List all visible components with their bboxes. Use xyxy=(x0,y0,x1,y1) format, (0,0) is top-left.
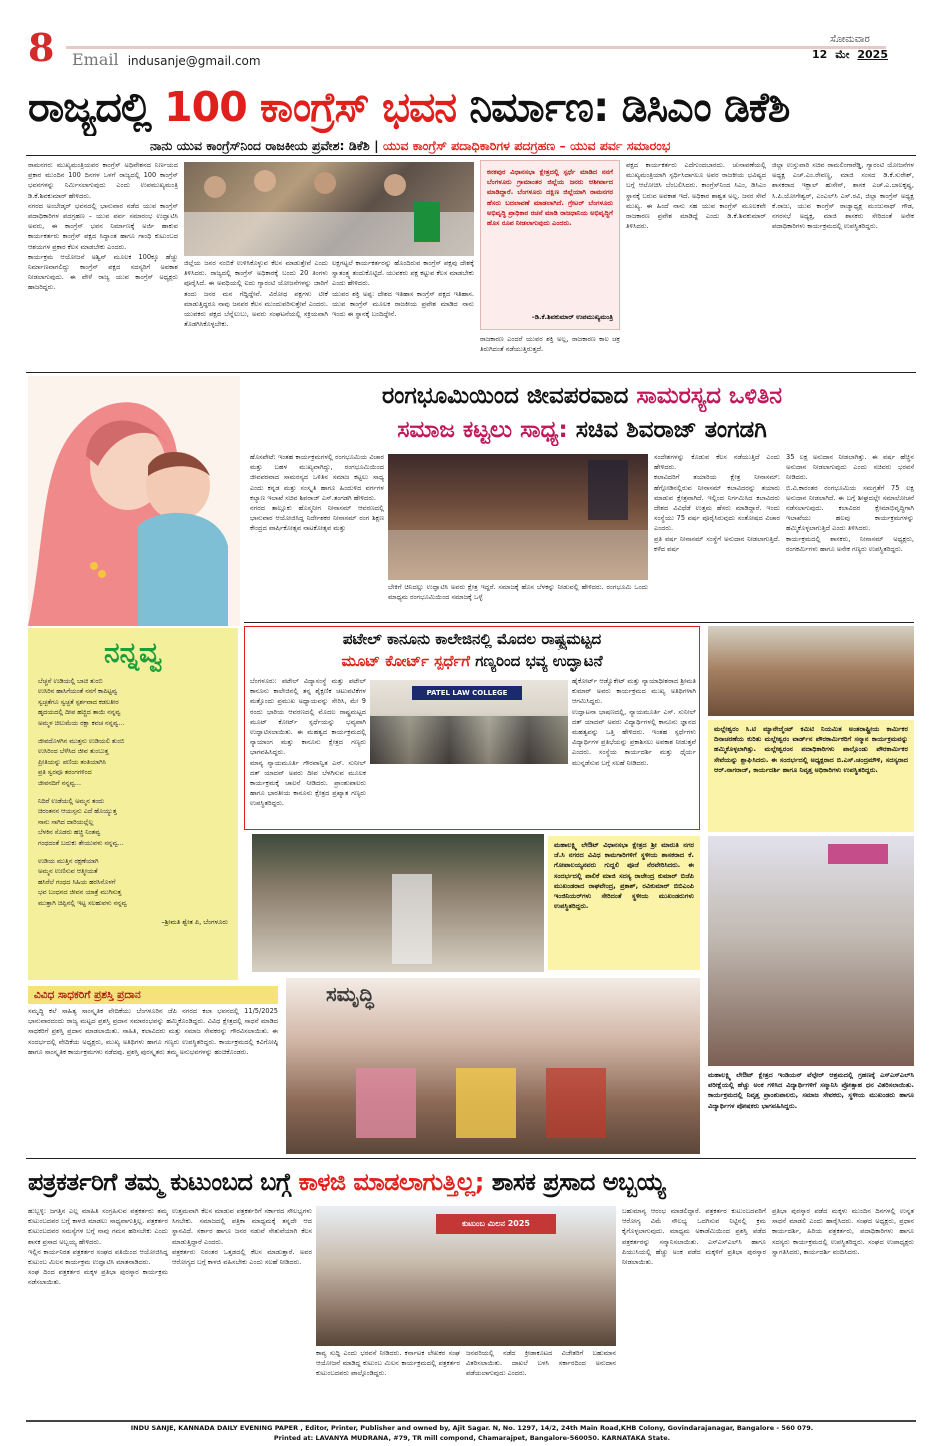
right-photo-1 xyxy=(708,626,914,716)
page-number: 8 xyxy=(28,25,55,70)
award-photo xyxy=(286,978,700,1154)
lead-col-3: ಲಕ್ಷಗಟ್ಟಲೆ ಕಾರ್ಯಕರ್ತರನ್ನು ಹೊಂದಿರುವ ಕಾಂಗ್ರೆಸ್ ಪಕ್ಷವು ದೇಶಕ್ಕೆ ಸ್ವಾತಂತ್ರ್ಯ ತಂದುಕೊಟ್ಟಿದೆ. ಯುವಕರು ಪಕ್ಷ ಕಟ್ಟುವ ಕೆಲಸ ಮಾಡಬೇಕು ಎಂದು ಹೇಳಿದರು. ಯುವರ ಶಕ್ತಿ ಅಪ್ಪ: ದೇಶದ ಇತಿಹಾಸ ಕಾಂಗ್ರೆಸ್ ಪಕ್ಷದ ಇತಿಹಾಸ. ಯುವ ಕಾಂಗ್ರೆಸ್ ಮೂಲಕ ರಾಜಕೀಯ ಪ್ರವೇಶ ಮಾಡಿದ ನಾನು ಇಂದು ಈ ಸ್ಥಾನಕ್ಕೆ ಬಂದಿದ್ದೇನೆ. xyxy=(332,259,474,319)
moot-headline-1: ಪಟೇಲ್ ಕಾನೂನು ಕಾಲೇಜಿನಲ್ಲಿ ಮೊದಲ ರಾಷ್ಟ್ರಮಟ್ಟದ xyxy=(342,630,602,648)
moot-headline-2 xyxy=(250,650,694,672)
footer-rule xyxy=(26,1420,916,1422)
theatre-headline-1b: ಸಾಮರಸ್ಯದ ಒಳಿತಿನ xyxy=(636,383,783,409)
lead-photo-1 xyxy=(184,162,474,256)
theatre-col-2: ಸಂದೇಶಗಳನ್ನು ಕೊಡುವ ಕೆಲಸ ನಡೆಯುತ್ತಿದೆ ಎಂದು ಹೇಳಿದರು. ಕಲಾವಿದರಿಗೆ ತಯಾರಿಯ ಕ್ಷೇತ್ರ ನೀನಾಸಮ್: ಹೆಗ್ಗೋಡಿನಲ್ಲಿರುವ ನೀನಾಸಮ್ ಕಲಾವಿದರನ್ನು ತಯಾರು ಮಾಡುವ ಕ್ಷೇತ್ರವಾಗಿದೆ. ಇಲ್ಲಿಂದ ನಿರ್ಗಮಿಸಿದ ಕಲಾವಿದರು ದೇಶದ ವಿವಿಧೆಡೆ ಉತ್ತಮ ಹೆಸರು ಮಾಡಿದ್ದಾರೆ. ಇಂದು ಸಂಸ್ಥೆಯು 75 ವರ್ಷ ಪೂರೈಸಿರುವುದು ಸಂತೋಷದ ವಿಚಾರ ಎಂದರು. ಪ್ರತಿ ವರ್ಷ ನೀನಾಸಮ್ ಸಂಸ್ಥೆಗೆ ಅನುದಾನ ನೀಡಲಾಗುತ್ತಿದೆ. ಕಳೆದ ವರ್ಷ xyxy=(654,453,780,553)
rule xyxy=(244,622,914,623)
journalists-caption: ಕಾವ್ಯ ಸುದ್ದಿ ಎಂದು ಭರವಸೆ ನೀಡಿದರು. ಕರ್ನಾಟಕ ಲೇಖಕರ ಸಂಘ ಆಯೋಜನೆ ಮಾಡಿದ್ದ ಕುಟುಂಬ ಮಿಲನ ಕಾರ್ಯಕ್ರಮದಲ್ಲಿ ಪತ್ರಕರ್ತರ ಕುಟುಂಬದವರು ಪಾಲ್ಗೊಂಡಿದ್ದರು. xyxy=(316,1349,460,1378)
right-caption-top xyxy=(708,720,914,832)
theatre-col-1: ಹೊಸಪೇಟೆ: ಇಂತಹ ಕಾರ್ಯಕ್ರಮಗಳಲ್ಲಿ ರಂಗಭೂಮಿಯ ವಿಚಾರ ಮತ್ತು ಬಹಳ ಮುಖ್ಯವಾಗಿದ್ದು, ರಂಗಭೂಮಿಯಿಂದ ಜೀವಪರವಾದ ಸಾಮರಸ್ಯದ ಒಳಿತಿನ ಸಮಾಜ ಕಟ್ಟಲು ಸಾಧ್ಯ ಎಂದು ಕನ್ನಡ ಮತ್ತು ಸಂಸ್ಕೃತಿ ಹಾಗೂ ಹಿಂದುಳಿದ ವರ್ಗಗಳ ಕಲ್ಯಾಣ ಇಲಾಖೆ ಸಚಿವ ಶಿವರಾಜ್ ಎಸ್.ತಂಗಡಗಿ ಹೇಳಿದರು. ನಗರದ ತಾಲ್ಲೂಕು ಹೊಸ್ಮನೀಗ ನೀನಾಸಮ್ ಆವರಣದಲ್ಲಿ ಭಾನುವಾರ ಆಯೋಜಿಸಿದ್ದ ನಿರ್ದೇಶಕರ ನೀನಾಸಮ್ ರಂಗ ಶಿಕ್ಷಣ ಕೇಂದ್ರದ ವಾರ್ಷಿಕೋತ್ಸವ ನಾಟಕೋತ್ಸವ ಮತ್ತು xyxy=(250,453,384,533)
right-caption-bottom: ಮಹಾಲಕ್ಷ್ಮಿ ಲೇಔಟ್ ಕ್ಷೇತ್ರದ ಇಂಡಿಯನ್ ವೆಲ್ಫೇರ್ ಆಶ್ರಮದಲ್ಲಿ ಗ್ರಹಣಕ್ಕೆ ಎಸ್‌ಎಸ್‌ಎಲ್‌ಸಿ ಪರೀಕ್ಷೆಯಲ್ಲಿ ಹೆಚ್ಚು ಅಂಕ ಗಳಿಸಿದ ವಿದ್ಯಾರ್ಥಿಗಳಿಗೆ ಸನ್ಮಾನಿಸಿ ಪ್ರೋತ್ಸಾಹ ಧನ ವಿತರಿಸಲಾಯಿತು. ಕಾರ್ಯಕ್ರಮದಲ್ಲಿ ನಿವೃತ್ತ ಪ್ರಾಂಶುಪಾಲರು, ಸಮಾಜ ಸೇವಕರು, ಸ್ಥಳೀಯ ಮುಖಂಡರು ಹಾಗೂ ವಿದ್ಯಾರ್ಥಿಗಳ ಪೋಷಕರು ಭಾಗವಹಿಸಿದ್ದರು. xyxy=(708,1071,914,1110)
lead-col-7: ಜಿಲ್ಲಾ ಉಸ್ತುವಾರಿ ಸಚಿವ ರಾಮಲಿಂಗಾರೆಡ್ಡಿ, ಗ್ಯಾರಂಟಿ ಯೋಜನೆಗಳ ಅಧ್ಯಕ್ಷ ಎಚ್.ಎಂ.ರೇವಣ್ಣ, ಮಾಜಿ ಸಂಸದ ಡಿ.ಕೆ.ಸುರೇಶ್, ಶಾಸಕರಾದ ಇಕ್ಬಾಲ್ ಹುಸೇನ್, ಶಾಸಕ ಎಚ್.ಎ.ಬಾಲಕೃಷ್ಣ, ಸಿ.ಪಿ.ಯೋಗೇಶ್ವರ್, ಎಂಎಲ್‌ಸಿ ಎಸ್.ರವಿ, ಜಿಲ್ಲಾ ಕಾಂಗ್ರೆಸ್ ಅಧ್ಯಕ್ಷ ಕೆ.ರಾಜು, ಯುವ ಕಾಂಗ್ರೆಸ್ ರಾಜ್ಯಾಧ್ಯಕ್ಷ ಮಂಜುನಾಥ್ ಗೌಡ, ನಗರಸಭೆ ಅಧ್ಯಕ್ಷ, ಮಾಜಿ ಶಾಸಕರು ಸೇರಿದಂತೆ ಅನೇಕ ಪದಾಧಿಕಾರಿಗಳು ಕಾರ್ಯಕ್ರಮದಲ್ಲಿ ಉಪಸ್ಥಿತರಿದ್ದರು. xyxy=(772,161,914,231)
moot-headline-2a: ಮೂಟ್ ಕೋರ್ಟ್ ಸ್ಪರ್ಧೆಗೆ xyxy=(341,652,471,670)
theatre-headline-1a: ರಂಗಭೂಮಿಯಿಂದ ಜೀವಪರವಾದ xyxy=(381,383,629,409)
journalists-headline-c: ಶಾಸಕ ಪ್ರಸಾದ ಅಬ್ಬಯ್ಯ xyxy=(491,1168,666,1196)
journalists-col-1: ಹುಬ್ಬಳ್ಳಿ: ಜಗತ್ತಿನ ಎಲ್ಲ ಮಾಹಿತಿ ಸಂಗ್ರಹಿಸುವ ಪತ್ರಕರ್ತರು ತಮ್ಮ ಕುಟುಂಬದವರ ಬಗ್ಗೆ ಕಾಳಜಿ ಮಾಡಲು ಸಾಧ್ಯವಾಗುತ್ತಿಲ್ಲ. ಪತ್ರಕರ್ತರ ಕುಟುಂಬದವರ ಸಮಸ್ಯೆಗಳ ಬಗ್ಗೆ ನಾವು ಗಮನ ಹರಿಸಬೇಕು ಎಂದು ಶಾಸಕ ಪ್ರಸಾದ ಅಬ್ಬಯ್ಯ ಹೇಳಿದರು. ಇಲ್ಲಿನ ಕಾರ್ಯನಿರತ ಪತ್ರಕರ್ತರ ಸಂಘದ ವತಿಯಿಂದ ಆಯೋಜಿಸಿದ್ದ ಕುಟುಂಬ ಮಿಲನ ಕಾರ್ಯಕ್ರಮ ಉದ್ಘಾಟಿಸಿ ಮಾತನಾಡಿದರು. ಸಂಘ ದಿಂದ ಪತ್ರಕರ್ತರ ಮಕ್ಕಳ ಪ್ರತಿಭಾ ಪುರಸ್ಕಾರ ಕಾರ್ಯಕ್ರಮ ನಡೆಸಲಾಯಿತು. xyxy=(28,1207,168,1287)
lead-headline xyxy=(28,78,918,136)
lead-col-5: ರಾಜಕಾರಣ ಎಂದರೆ ಯುವರ ಶಕ್ತಿ ಅಲ್ಲ, ರಾಜಕಾರಣ ಕಾಲ ಚಕ್ರ ತಿರುಗಿದಂತೆ ನಡೆಯುತ್ತಿರುತ್ತದೆ. xyxy=(480,335,620,354)
lead-headline-part2: ಕಾಂಗ್ರೆಸ್ ಭವನ xyxy=(260,83,457,131)
journalists-banner: ಕುಟುಂಬ ಮಿಲನ 2025 xyxy=(436,1214,556,1234)
theatre-caption: ಬೇಕಿಗೆ ಚಿನಿದಲ್ಲು ಉದ್ಘಾಟಿಸಿ ಅವರು ಕ್ಷೇತ್ರ ಇದ್ದರೆ. ಸಮಾಜಕ್ಕೆ ಹೊಸ ಬೆಳಕನ್ನು ನೀಡುವಲ್ಲಿ ಹೇಳಿದರು. ರಂಗಭೂಮಿ ಒಂದು ಮಾಧ್ಯಮ ರಂಗಭೂಮಿಯಿಂದ ಸಮಾಜಕ್ಕೆ ಒಳ್ಳೆ xyxy=(388,583,648,602)
theatre-photo xyxy=(388,454,648,580)
poem-title: ನನ್ನವ್ವ xyxy=(104,636,162,669)
footer-line-1: INDU SANJE, KANNADA DAILY EVENING PAPER , Editor, Printer, Publisher and owned by, Ajit Sagar. N, No. 1297, 14/2, 24th Main Road,KHB Colony, Govindarajanagar, Bangalore - 560 079. xyxy=(130,1424,814,1432)
mahalakshmi-text: ಮಹಾಲಕ್ಷ್ಮಿ ಲೇಔಟ್ ವಿಧಾನಸಭಾ ಕ್ಷೇತ್ರದ ಶ್ರೀ ಮಾರುತಿ ನಗರ ಜೆ.ಸಿ ನಗರದ ವಿವಿಧ ಕಾಮಗಾರಿಗಳಿಗೆ ಸ್ಥಳೀಯ ಶಾಸಕರಾದ ಕೆ. ಗೋಪಾಲಯ್ಯನವರು ಗುದ್ದಲಿ ಪೂಜೆ ನೆರವೇರಿಸಿದರು. ಈ ಸಂದರ್ಭದಲ್ಲಿ ಪಾಲಿಕೆ ಮಾಜಿ ಸದಸ್ಯ ರಾಜೇಂದ್ರ ಕುಮಾರ್ ಬಿಜೆಪಿ ಮುಖಂಡರಾದ ರಾಘವೇಂದ್ರ, ಪ್ರಕಾಶ್, ರವಿಕುಮಾರ್ ಬಿಬಿಎಂಪಿ ಇಂಜಿನಿಯರ್‌ಗಳು ಸೇರಿದಂತೆ ಸ್ಥಳೀಯ ಮುಖಂಡರುಗಳು ಉಪಸ್ಥಿತರಿದ್ದರು. xyxy=(554,841,694,911)
lead-headline-part3: ನಿರ್ಮಾಣ: ಡಿಸಿಎಂ ಡಿಕೆಶಿ xyxy=(469,83,790,131)
poem-stanza-4: ಉಡಿಯ ಮುತ್ತಿನ ರಕ್ಷಣೆಯಾಗಿ ಅಮ್ಮನ ಉಣಿಸುವ ಆತ್ಮೀಯತೆ ಹಸಿರೆಲೆ ಗಂಧದ ಸಿಹಿಯ ಹರಸಿನೊಳಗೆ ಭವ ಬಂಧನದ ಜೀವನ ಯಾತ್ರೆ ಮುಗಿಸುತ್ತ ಮುತ್ತಾಗಿ ಚಿಪ್ಪಿನಲ್ಲಿ ಇಟ್ಟ ಸಲಹುವಳು ನನ್ನವ್ವ xyxy=(38,857,127,907)
lead-quote-sign: –ಡಿ.ಕೆ.ಶಿವಕುಮಾರ್ ಉಪಮುಖ್ಯಮಂತ್ರಿ xyxy=(531,313,613,321)
award-text: ಸಮೃದ್ಧಿ ಕಲೆ ಸಾಹಿತ್ಯ ಸಾಂಸ್ಕೃತಿಕ ವೇದಿಕೆಯು ಬೆಂಗಳೂರಿನ ಜೆಪಿ ನಗರದ ಕಲಾ ಭವನದಲ್ಲಿ 11/5/2025 ಭಾನುವಾರದಂದು ರಾಜ್ಯ ಮಟ್ಟದ ಪ್ರಶಸ್ತಿ ಪ್ರದಾನ ಸಮಾರಂಭವನ್ನು ಹಮ್ಮಿಕೊಂಡಿದ್ದರು. ವಿವಿಧ ಕ್ಷೇತ್ರದಲ್ಲಿ ಸಾಧನೆ ಮಾಡಿದ ಸಾಧಕರಿಗೆ ಪ್ರಶಸ್ತಿ ಪ್ರದಾನ ಮಾಡಲಾಯಿತು. ಸಾಹಿತಿ, ಕಲಾವಿದರು ಮತ್ತು ಸಮಾಜ ಸೇವಕರನ್ನು ಗೌರವಿಸಲಾಯಿತು. ಈ ಸಂದರ್ಭದಲ್ಲಿ ವೇದಿಕೆಯ ಅಧ್ಯಕ್ಷರು, ಮುಖ್ಯ ಅತಿಥಿಗಳು ಹಾಗೂ ಗಣ್ಯರು ಉಪಸ್ಥಿತರಿದ್ದರು. ಕಾರ್ಯಕ್ರಮದಲ್ಲಿ ಕವಿಗೋಷ್ಠಿ ಹಾಗೂ ಸಾಂಸ್ಕೃತಿಕ ಕಾರ್ಯಕ್ರಮಗಳು ನಡೆದವು. ಪ್ರಶಸ್ತಿ ಪುರಸ್ಕೃತರು ತಮ್ಮ ಅನುಭವಗಳನ್ನು ಹಂಚಿಕೊಂಡರು. xyxy=(28,1007,278,1056)
lead-quote-box xyxy=(480,160,620,330)
theatre-headline-2a: ಸಮಾಜ ಕಟ್ಟಲು ಸಾಧ್ಯ: xyxy=(397,417,568,443)
lead-col-2: ಜಿಲ್ಲೆಯ ಜನರ ನಂಬಿಕೆ ಉಳಿಸಿಕೊಳ್ಳುವ ಕೆಲಸ ಮಾಡುತ್ತೇವೆ ಎಂದು ತಿಳಿಸಿದರು. ರಾಜ್ಯದಲ್ಲಿ ಕಾಂಗ್ರೆಸ್ ಅಧಿಕಾರಕ್ಕೆ ಬಂದು 20 ತಿಂಗಳು ಪೂರೈಸಿದೆ. ಈ ಅವಧಿಯಲ್ಲಿ ಐದು ಗ್ಯಾರಂಟಿ ಯೋಜನೆಗಳನ್ನು ಜಾರಿಗೆ ತಂದು ಜನರ ಮನ ಗೆದ್ದಿದ್ದೇವೆ. ವಿರೋಧ ಪಕ್ಷಗಳು ಟೀಕೆ ಮಾಡುತ್ತಿದ್ದರೂ ನಾವು ಜನಪರ ಕೆಲಸ ಮುಂದುವರಿಸುತ್ತೇವೆ ಎಂದರು. ಯುವಕರು ಪಕ್ಷದ ಬೆನ್ನೆಲುಬು, ಅವರು ಸಂಘಟನೆಯಲ್ಲಿ ಸಕ್ರಿಯವಾಗಿ ತೊಡಗಿಸಿಕೊಳ್ಳಬೇಕು. xyxy=(184,259,328,329)
moot-photo xyxy=(370,680,568,764)
poem-box xyxy=(28,628,238,980)
rule xyxy=(26,1158,916,1159)
date-month: ಮೇ xyxy=(835,48,850,61)
lead-col-6: ಪಕ್ಷದ ಕಾರ್ಯಕರ್ತರು ಎದೆಗುಂದಬಾರದು. ಚುನಾವಣೆಯಲ್ಲಿ ಮುಖ್ಯಮಂತ್ರಿಯಾಗಿ ಸ್ಪರ್ಧಿಸಿದಾಗಲೂ ಅವರ ರಾಜಕೀಯ ಭವಿಷ್ಯದ ಬಗ್ಗೆ ಆಲೋಚಿಸಿ ಬೆಂಬಲಿಸಿದರು. ಕಾಂಗ್ರೆಸ್‌ನಿಂದ ಸಿಎಂ, ಡಿಸಿಎಂ ಸ್ಥಾನಕ್ಕೆ ಬರುವ ಅವಕಾಶ ಇದೆ. ಅಧಿಕಾರ ಶಾಶ್ವತ ಅಲ್ಲ. ಜನರ ಸೇವೆ ಮುಖ್ಯ. ಈ ಹಿಂದೆ ನಾನು ಸಹ ಯುವ ಕಾಂಗ್ರೆಸ್ ಮೂಲಕವೇ ರಾಜಕಾರಣ ಪ್ರವೇಶ ಮಾಡಿದ್ದೆ ಎಂದು ಡಿ.ಕೆ.ಶಿವಕುಮಾರ್ ತಿಳಿಸಿದರು. xyxy=(626,161,766,231)
email-address: indusanje@gmail.com xyxy=(127,54,261,68)
journalists-headline xyxy=(28,1162,916,1202)
journalists-photo xyxy=(316,1206,616,1346)
footer-line-2: Printed at: LAVANYA MUDRANA, #79, TR mill compond, Chamarajpet, Bangalore-560050. KARNATAKA State. xyxy=(273,1434,671,1442)
theatre-headline-2b: ಸಚಿವ ಶಿವರಾಜ್ ತಂಗಡಗಿ xyxy=(575,417,767,443)
lead-subhead-a: ನಾನು ಯುವ ಕಾಂಗ್ರೆಸ್‌ನಿಂದ ರಾಜಕೀಯ ಪ್ರವೇಶ: ಡಿಕೆಶಿ xyxy=(150,138,370,153)
theatre-col-3: 35 ಲಕ್ಷ ಅನುದಾನ ನೀಡಲಾಗಿತ್ತು. ಈ ವರ್ಷ ಹೆಚ್ಚಿನ ಅನುದಾನ ನೀಡಲಾಗುವುದು ಎಂದು ಸಚಿವರು ಭರವಸೆ ನೀಡಿದರು. ಬಿ.ವಿ.ಕಾರಂತರ ರಂಗಭೂಮಿಯ ಸಮಗ್ರತೆಗೆ 75 ಲಕ್ಷ ಅನುದಾನ ನೀಡಲಾಗಿದೆ. ಈ ಬಗ್ಗೆ ಶೀಘ್ರದಲ್ಲೇ ಸಮಾಲೋಚನೆ ನಡೆಸಲಾಗುವುದು. ಕಲಾವಿದರ ಕ್ಷೇಮಾಭಿವೃದ್ಧಿಗಾಗಿ ಇಲಾಖೆಯು ಹಲವು ಕಾರ್ಯಕ್ರಮಗಳನ್ನು ಹಮ್ಮಿಕೊಳ್ಳಲಾಗುತ್ತಿದೆ ಎಂದು ತಿಳಿಸಿದರು. ಕಾರ್ಯಕ್ರಮದಲ್ಲಿ ಶಾಸಕರು, ನೀನಾಸಮ್ ಅಧ್ಯಕ್ಷರು, ರಂಗಕರ್ಮಿಗಳು ಹಾಗೂ ಅನೇಕ ಗಣ್ಯರು ಉಪಸ್ಥಿತರಿದ್ದರು. xyxy=(786,453,914,553)
date-block xyxy=(790,34,910,64)
lead-subhead-b: ಯುವ ಕಾಂಗ್ರೆಸ್ ಪದಾಧಿಕಾರಿಗಳ ಪದಗ್ರಹಣ – ಯುವ ಪರ್ವ ಸಮಾರಂಭ xyxy=(383,138,671,153)
journalists-col-5: ಪ್ರತಿಭಾ ಪುರಸ್ಕಾರ ಪಡೆದ ಮಕ್ಕಳು ಮುಂದಿನ ದಿನಗಳಲ್ಲಿ ಉನ್ನತ ಸಾಧನೆ ಮಾಡಲಿ ಎಂದು ಹಾರೈಸಿದರು. ಸಂಘದ ಅಧ್ಯಕ್ಷರು, ಪ್ರಧಾನ ಕಾರ್ಯದರ್ಶಿ, ಹಿರಿಯ ಪತ್ರಕರ್ತರು, ಪದಾಧಿಕಾರಿಗಳು ಹಾಗೂ ಸದಸ್ಯರು ಕಾರ್ಯಕ್ರಮದಲ್ಲಿ ಉಪಸ್ಥಿತರಿದ್ದರು. ಸಂಘದ ಉಪಾಧ್ಯಕ್ಷರು ಸ್ವಾಗತಿಸಿದರು, ಕಾರ್ಯದರ್ಶಿ ವಂದಿಸಿದರು. xyxy=(772,1207,914,1256)
weekday: ಸೋಮವಾರ xyxy=(830,34,870,45)
poem-author: –ಶ್ರೀಮತಿ ಶ್ವೇತ ಪಿ, ಬೆಂಗಳೂರು xyxy=(161,918,228,926)
lead-col-1: ರಾಮನಗರ: ಮುಖ್ಯಮಂತ್ರಿಯವರ ಕಾಂಗ್ರೆಸ್ ಅಧಿವೇಶನದ ನಿರ್ಣಯದ ಪ್ರಕಾರ ಮುಂದಿನ 100 ದಿನಗಳ ಒಳಗೆ ರಾಜ್ಯದಲ್ಲಿ 100 ಕಾಂಗ್ರೆಸ್ ಭವನಗಳನ್ನು ನಿರ್ಮಿಸಲಾಗುವುದು ಎಂದು ಉಪಮುಖ್ಯಮಂತ್ರಿ ಡಿ.ಕೆ.ಶಿವಕುಮಾರ್ ಹೇಳಿದರು. ನಗರದ ಅಂಬೇಡ್ಕರ್ ಭವನದಲ್ಲಿ ಭಾನುವಾರ ನಡೆದ ಯುವ ಕಾಂಗ್ರೆಸ್ ಪದಾಧಿಕಾರಿಗಳ ಪದಗ್ರಹಣ – ಯುವ ಪರ್ವ ಸಮಾರಂಭ ಉದ್ಘಾಟಿಸಿ ಅವರು, ಈ ಕಾಂಗ್ರೆಸ್ ಭವನ ನಿರ್ಮಾಣಕ್ಕೆ ಅರ್ಜಿ ಹಾಕುವ ಕಾರ್ಯಕರ್ತರು ಕಾಂಗ್ರೆಸ್ ಪಕ್ಷದ ಸಿದ್ಧಾಂತ ಹಾಗೂ ಗಾಂಧಿ ಕುಟುಂಬದ ಆಶಯಗಳ ಪ್ರಕಾರ ಕೆಲಸ ಮಾಡಬೇಕು ಎಂದರು. ಕಾರ್ಯಕ್ರಮ ಆಯೋಜನೆ ಅಶ್ವಿನ್ ಮೂಲಕ 100ಕ್ಕೂ ಹೆಚ್ಚು ನಿರ್ಮಾಣವಾಗಲಿದ್ದು ಕಾಂಗ್ರೆಸ್ ಪಕ್ಷದ ಸದಸ್ಯರಿಗೆ ಅವಕಾಶ ನೀಡಲಾಗುವುದು. ಈ ವೇಳೆ ರಾಜ್ಯ ಯುವ ಕಾಂಗ್ರೆಸ್ ಅಧ್ಯಕ್ಷರು ಹಾಜರಿದ್ದರು. xyxy=(28,161,178,292)
lead-headline-part1: ರಾಜ್ಯದಲ್ಲಿ xyxy=(28,83,151,131)
right-caption-top-text: ಮಲ್ಲೇಶ್ವರಂ ಸಿ.ಟಿ ಮ್ಯಾನೇಜ್ಮೆಂಟ್ ಕಮಿಟಿ ನಿಯಮಿತ ಅಂತರಾಷ್ಟ್ರೀಯ ಕಾರ್ಮಿಕರ ದಿನಾಚರಣೆಯ ಕುರಿತು ಮಲ್ಲೇಶ್ವರಂ ವಾರ್ಡ್‌ನ ಪೌರಕಾರ್ಮಿಕರಿಗೆ ಸನ್ಮಾನ ಕಾರ್ಯಕ್ರಮವನ್ನು ಹಮ್ಮಿಕೊಳ್ಳಲಾಗಿತ್ತು. ಮಲ್ಲೇಶ್ವರಂನ ಪದಾಧಿಕಾರಿಗಳು ಪಾಲ್ಗೊಂಡು ಪೌರಕಾರ್ಮಿಕರ ಸೇವೆಯನ್ನು ಶ್ಲಾಘಿಸಿದರು. ಈ ಸಂದರ್ಭದಲ್ಲಿ ಅಧ್ಯಕ್ಷರಾದ ಬಿ.ಎಸ್.ಚಂದ್ರಮೌಳಿ, ಸದಸ್ಯರಾದ ಆರ್.ನಾಗರಾಜ್, ಕಾರ್ಯದರ್ಶಿ ಹಾಗೂ ನಿವೃತ್ತ ಅಧಿಕಾರಿಗಳು ಉಪಸ್ಥಿತರಿದ್ದರು. xyxy=(714,725,908,774)
mahalakshmi-box xyxy=(548,836,700,970)
email-line xyxy=(72,50,261,69)
moot-col-1: ಬೆಂಗಳೂರು: ಪಟೇಲ್ ವಿದ್ಯಾಸಂಸ್ಥೆ ಮತ್ತು ಪಟೇಲ್ ಕಾನೂನು ಕಾಲೇಜಿನಲ್ಲಿ ತನ್ನ ಶೈಕ್ಷಣಿಕ ಚಟುವಟಿಕೆಗಳ ಮತ್ತೊಂದು ಪ್ರಮುಖ ಅಧ್ಯಾಯವನ್ನು ಸೇರಿಸಿ, ಮೇ 9 ರಂದು ಭಾರಿಯ ಆವರಣದಲ್ಲಿ ಮೊದಲ ರಾಷ್ಟ್ರಮಟ್ಟದ ಮೂಟ್ ಕೋರ್ಟ್ ಸ್ಪರ್ಧೆಯನ್ನು ಭವ್ಯವಾಗಿ ಉದ್ಘಾಟಿಸಲಾಯಿತು. ಈ ಮಹತ್ವದ ಕಾರ್ಯಕ್ರಮದಲ್ಲಿ ನ್ಯಾಯಾಂಗ ಮತ್ತು ಕಾನೂನು ಕ್ಷೇತ್ರದ ಗಣ್ಯರು ಭಾಗವಹಿಸಿದ್ದರು. ಮಾನ್ಯ ನ್ಯಾಯಮೂರ್ತಿ ಗೌರವಾನ್ವಿತ ಎಸ್. ಸುನೀಲ್ ದತ್ ಯಾದವ್ ಅವರು ದೀಪ ಬೆಳಗಿಸುವ ಮೂಲಕ ಕಾರ್ಯಕ್ರಮಕ್ಕೆ ಚಾಲನೆ ನೀಡಿದರು. ಪ್ರಾಂಶುಪಾಲರು ಹಾಗೂ ಭಾರತೀಯ ಕಾನೂನು ಕ್ಷೇತ್ರದ ಪ್ರಖ್ಯಾತ ಗಣ್ಯರು ಉಪಸ್ಥಿತರಿದ್ದರು. xyxy=(250,677,366,808)
poem-stanza-2: ಜೀವದೊಳಗಿನ ಮುತ್ತನು ಉಡಿಯಲಿ ತುಂಬಿ ಉಸಿರಿಂದ ಬೆಳೆಸಿದ ಜೀವ ತುಂಬುತ್ತ ಪ್ರೀತಿಯನ್ನು ಪಣಿಯ ತಂತಿಯಾಗಿಸಿ ಪ್ರತಿ ಸ್ವರವೂ ತರಂಗಗಳಿಂದ ಜೀವನದಿಗೆ ನನ್ನವ್ವ... xyxy=(38,737,125,787)
journalists-col-4: ಬಹುಮಾನ್ಯ ಆರಂಭ ಮಾಡಲಿದ್ದಾರೆ. ಪತ್ರಕರ್ತರ ಕುಟುಂಬದವರಿಗೆ ಆರೋಗ್ಯ ವಿಮೆ ಸೌಲಭ್ಯ ಒದಗಿಸುವ ನಿಟ್ಟಿನಲ್ಲಿ ಕ್ರಮ ಕೈಗೊಳ್ಳಲಾಗುವುದು. ಮಾಧ್ಯಮ ಅಕಾಡೆಮಿಯಿಂದ ಪ್ರಶಸ್ತಿ ಪಡೆದ ಪತ್ರಕರ್ತರನ್ನು ಸನ್ಮಾನಿಸಲಾಯಿತು. ಎಸ್‌ಎಸ್‌ಎಲ್‌ಸಿ ಹಾಗೂ ಪಿಯುಸಿಯಲ್ಲಿ ಹೆಚ್ಚು ಅಂಕ ಪಡೆದ ಮಕ್ಕಳಿಗೆ ಪ್ರತಿಭಾ ಪುರಸ್ಕಾರ ನೀಡಲಾಯಿತು. xyxy=(622,1207,766,1267)
right-photo-2 xyxy=(708,836,914,1066)
poem-stanza-3: ನಿದಿರೆ ಉಡೆಯಲ್ಲಿ ಅಮ್ಮನ ತಂದು ಚಿರಂತನನ ಆಯಸ್ಸನು ಎದೆ ಹೊಯ್ಯುತ್ತ ನಾನು ಸಾಗಿದ ದಾರಿಯಲ್ಲೆಲ್ಲ ಬೆಳಕಿನ ಸೊಡರು ಹಚ್ಚಿ ನಿಂತವ್ವ ಗಂಧದಂತೆ ಬದುಕು ತೇಯುವಳು ನನ್ನವ್ವ... xyxy=(38,797,124,847)
moot-col-2: ಹೈಕೋರ್ಟ್ ಆಡ್ವೊಕೇಟ್ ಮತ್ತು ನ್ಯಾಯಾಧೀಶರಾದ ಶ್ರೀಮತಿ ಕುಮಾರ್ ಅವರು ಕಾರ್ಯಕ್ರಮದ ಮುಖ್ಯ ಅತಿಥಿಗಳಾಗಿ ಆಗಮಿಸಿದ್ದರು. ಉದ್ಘಾಟನಾ ಭಾಷಣದಲ್ಲಿ, ನ್ಯಾಯಮೂರ್ತಿ ಎಸ್. ಸುನೀಲ್ ದತ್ ಯಾದವ್ ಅವರು ವಿದ್ಯಾರ್ಥಿಗಳಲ್ಲಿ ಕಾನೂನು ಜ್ಞಾನದ ಮಹತ್ವವನ್ನು ಒತ್ತಿ ಹೇಳಿದರು. ಇಂತಹ ಸ್ಪರ್ಧೆಗಳು ವಿದ್ಯಾರ್ಥಿಗಳ ಪ್ರತಿಭೆಯನ್ನು ಪ್ರಕಾಶಿಸಲು ಅವಕಾಶ ನೀಡುತ್ತವೆ ಎಂದರು. ಸಂಸ್ಥೆಯ ಕಾರ್ಯದರ್ಶಿ ಮತ್ತು ಧೈರ್ಯ ಮುನ್ನಡೆಸುವ ಬಗ್ಗೆ ಸಲಹೆ ನೀಡಿದರು. xyxy=(572,677,696,767)
journalists-col-2: ಉತ್ತಮವಾಗಿ ಕೆಲಸ ಮಾಡುವ ಪತ್ರಕರ್ತರಿಗೆ ಸರ್ಕಾರದ ಸೌಲಭ್ಯಗಳು ಸಿಗಬೇಕು. ಸಮಾಜದಲ್ಲಿ ಪತ್ರಿಕಾ ಮಾಧ್ಯಮಕ್ಕೆ ತನ್ನದೇ ಆದ ಸ್ಥಾನವಿದೆ. ಸರ್ಕಾರ ಹಾಗೂ ಜನರ ನಡುವೆ ಸೇತುವೆಯಾಗಿ ಕೆಲಸ ಮಾಡುತ್ತಿದ್ದಾರೆ ಎಂದರು. ಪತ್ರಕರ್ತರು ನಿರಂತರ ಒತ್ತಡದಲ್ಲಿ ಕೆಲಸ ಮಾಡುತ್ತಾರೆ. ಅವರ ಆರೋಗ್ಯದ ಬಗ್ಗೆ ಕಾಳಜಿ ವಹಿಸಬೇಕು ಎಂದು ಸಲಹೆ ನೀಡಿದರು. xyxy=(172,1207,312,1267)
rule xyxy=(26,155,916,156)
date-day: 12 xyxy=(811,48,828,61)
award-title: ವಿವಿಧ ಸಾಧಕರಿಗೆ ಪ್ರಶಸ್ತಿ ಪ್ರದಾನ xyxy=(28,986,278,1004)
poem-stanza-1: ಬೆಚ್ಚನೆ ಉಡಿಯಲ್ಲಿ ಬಾಚಿ ತುಂಬಿ ಉಸಿರಿನ ಹಾಸಿಗೆಯಂತೆ ನನಗೆ ಕಾಪಿಟ್ಟವ್ವ ಸ್ವಚ್ಛತೆಗೂ ಸ್ವಚ್ಛತೆ ಸ್ಪರ್ಶವಾದ ಕಡಲತೀರ ಹೃದಯದಲ್ಲಿ ದೀಪ ಹಚ್ಚಿದ ತಾಯಿ ನನ್ನವ್ವ ಅಮ್ಮಳ ಚಿಲುಮೆಯ ರಕ್ಷಾ ಕವಚ ನನ್ನವ್ವ... xyxy=(38,677,125,727)
email-label: Email xyxy=(72,50,119,69)
college-banner: PATEL LAW COLLEGE xyxy=(412,686,522,700)
theatre-headline-2 xyxy=(250,414,914,446)
award-banner: ಸಮೃದ್ಧಿ xyxy=(326,982,374,1006)
date-year: 2025 xyxy=(857,48,888,61)
lead-subhead-sep: | xyxy=(374,138,379,153)
mother-child-illustration xyxy=(28,376,240,626)
theatre-headline-1 xyxy=(250,380,914,412)
mahalakshmi-photo xyxy=(252,834,544,972)
journalists-headline-a: ಪತ್ರಕರ್ತರಿಗೆ ತಮ್ಮ ಕುಟುಂಬದ ಬಗ್ಗೆ xyxy=(28,1168,291,1196)
moot-headline-2b: ಗಣ್ಯರಿಂದ ಭವ್ಯ ಉದ್ಘಾಟನೆ xyxy=(475,652,603,670)
lead-subhead xyxy=(150,138,910,154)
journalists-headline-b: ಕಾಳಜಿ ಮಾಡಲಾಗುತ್ತಿಲ್ಲ; xyxy=(298,1168,484,1196)
lead-headline-number: 100 xyxy=(164,83,247,131)
lead-col-4: ಕನಕಪುರ ವಿಧಾನಸಭಾ ಕ್ಷೇತ್ರದಲ್ಲಿ ಸ್ಪರ್ಧೆ ಮಾಡಿದ ನನಗೆ ಬೆಂಗಳೂರು ಗ್ರಾಮಾಂತರ ಜಿಲ್ಲೆಯ ಜನರು ಆಶೀರ್ವಾದ ಮಾಡಿದ್ದಾರೆ. ಬೆಂಗಳೂರು ದಕ್ಷಿಣ ಜಿಲ್ಲೆಯಾಗಿ ರಾಮನಗರ ಹೆಸರು ಬದಲಾವಣೆ ಮಾಡಲಾಗಿದೆ. ಗ್ರೇಟರ್ ಬೆಂಗಳೂರು ಅಭಿವೃದ್ಧಿ ಪ್ರಾಧಿಕಾರ ರಚನೆ ಮಾಡಿ ರಾಜಧಾನಿಯ ಅಭಿವೃದ್ಧಿಗೆ ಹೊಸ ರೂಪ ನೀಡಲಾಗುವುದು ಎಂದರು. xyxy=(487,168,613,228)
rule xyxy=(26,372,916,373)
journalists-col-3: ಜನವರಿಯಲ್ಲಿ ನಡೆದ ಕ್ರೀಡಾಕೂಟದ ವಿಜೇತರಿಗೆ ಬಹುಮಾನ ವಿತರಿಸಲಾಯಿತು. ದಾಖಲೆ ಬಳಸಿ ಸರ್ಕಾರದಿಂದ ಅನುದಾನ ಪಡೆಯಲಾಗುವುದು ಎಂದರು. xyxy=(466,1349,616,1378)
email-bar xyxy=(66,46,886,49)
